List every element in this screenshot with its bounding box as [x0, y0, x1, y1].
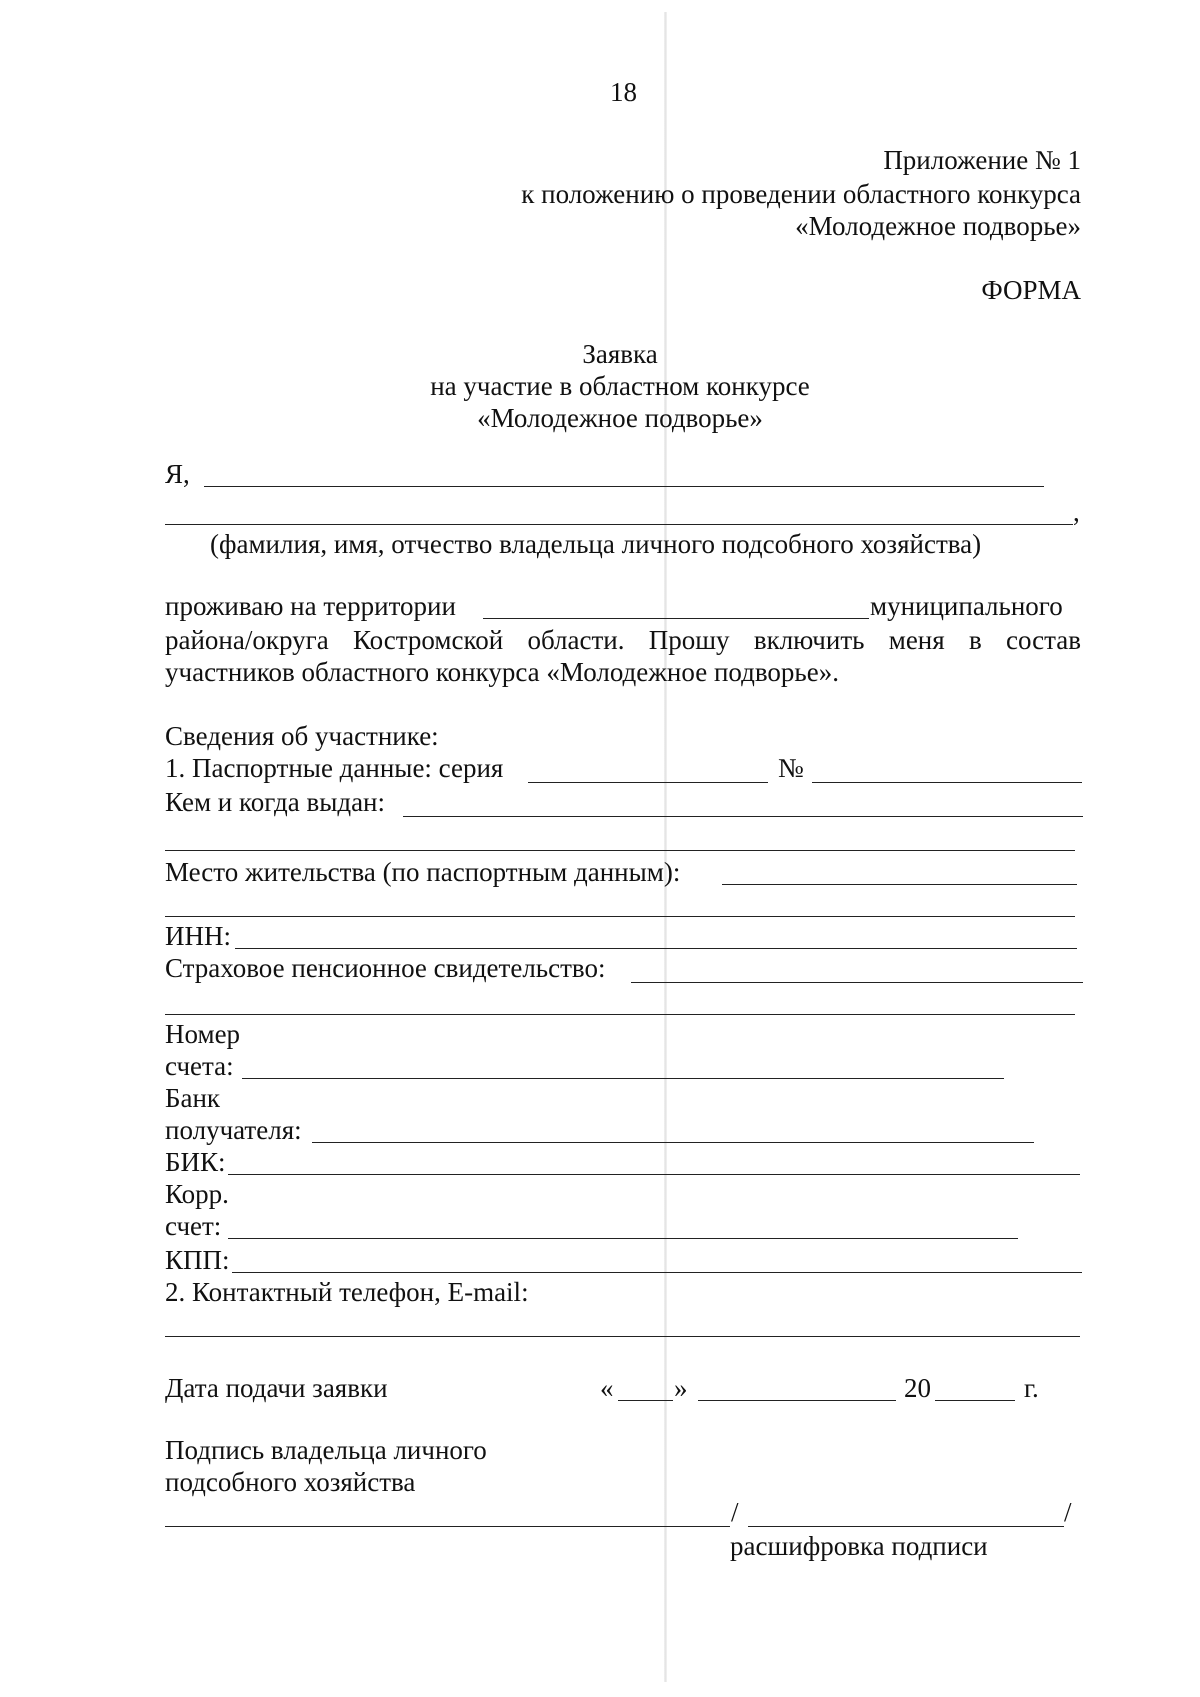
passport-number-field[interactable] [812, 782, 1082, 783]
bank-label: Банк [165, 1083, 221, 1113]
document-subtitle: на участие в областном конкурсе [430, 371, 810, 401]
kpp-field[interactable] [232, 1272, 1082, 1273]
corr-account-field[interactable] [228, 1238, 1018, 1239]
kpp-label: КПП: [165, 1245, 230, 1275]
date-century: 20 [904, 1373, 931, 1403]
contact-field[interactable] [165, 1336, 1080, 1337]
signature-decode-field[interactable] [748, 1526, 1064, 1527]
snils-field[interactable] [631, 982, 1083, 983]
address-field[interactable] [722, 884, 1077, 885]
applicant-comma: , [1073, 497, 1080, 527]
account-field[interactable] [242, 1078, 1004, 1079]
date-label: Дата подачи заявки [165, 1373, 388, 1403]
date-day-field[interactable] [618, 1400, 673, 1401]
date-year-suffix: г. [1024, 1373, 1039, 1403]
scan-fold-line [664, 12, 667, 1682]
residence-text-3: района/округа Костромской области. Прошу включить меня в состав [165, 625, 1081, 655]
date-month-field[interactable] [698, 1400, 896, 1401]
date-open-quote: « [600, 1373, 614, 1403]
address-label: Место жительства (по паспортным данным): [165, 857, 681, 887]
bank-field[interactable] [312, 1142, 1034, 1143]
bik-field[interactable] [228, 1174, 1080, 1175]
appendix-contest-name: «Молодежное подворье» [795, 211, 1081, 241]
bank-label-2: получателя: [165, 1115, 302, 1145]
signature-field[interactable] [165, 1526, 730, 1527]
residence-text-1: проживаю на территории [165, 591, 456, 621]
inn-field[interactable] [235, 948, 1077, 949]
date-close-quote: » [674, 1373, 688, 1403]
issued-by-field[interactable] [403, 816, 1083, 817]
applicant-name-field-2[interactable] [165, 524, 1073, 525]
document-contest-name: «Молодежное подворье» [477, 403, 763, 433]
contact-label: 2. Контактный телефон, E-mail: [165, 1277, 529, 1307]
signature-decode-caption: расшифровка подписи [730, 1531, 988, 1561]
details-heading: Сведения об участнике: [165, 721, 439, 751]
passport-label: 1. Паспортные данные: серия [165, 753, 504, 783]
snils-field-2[interactable] [165, 1014, 1075, 1015]
applicant-name-field[interactable] [204, 486, 1044, 487]
inn-label: ИНН: [165, 921, 231, 951]
appendix-regulation: к положению о проведении областного конкурса [521, 179, 1081, 209]
signature-slash-end: / [1064, 1497, 1072, 1527]
passport-series-field[interactable] [528, 782, 768, 783]
address-field-2[interactable] [165, 916, 1075, 917]
appendix-label: Приложение № 1 [883, 145, 1081, 175]
signature-label: Подпись владельца личного [165, 1435, 487, 1465]
residence-text-2: муниципального [870, 591, 1063, 621]
page-number: 18 [610, 77, 637, 107]
signature-label-2: подсобного хозяйства [165, 1467, 416, 1497]
account-label: Номер [165, 1019, 241, 1049]
issued-by-field-2[interactable] [165, 850, 1075, 851]
snils-label: Страховое пенсионное свидетельство: [165, 953, 606, 983]
applicant-prefix: Я, [165, 459, 190, 489]
document-title: Заявка [582, 339, 658, 369]
residence-text-4: участников областного конкурса «Молодежное подворье». [165, 657, 839, 687]
signature-slash: / [731, 1497, 739, 1527]
form-label: ФОРМА [981, 275, 1081, 305]
account-label-2: счета: [165, 1051, 234, 1081]
bik-label: БИК: [165, 1147, 226, 1177]
territory-field[interactable] [483, 618, 869, 619]
corr-account-label: Корр. [165, 1179, 229, 1209]
date-year-field[interactable] [935, 1400, 1015, 1401]
issued-by-label: Кем и когда выдан: [165, 787, 386, 817]
corr-account-label-2: счет: [165, 1211, 222, 1241]
passport-number-sign: № [778, 753, 804, 783]
applicant-caption: (фамилия, имя, отчество владельца личного подсобного хозяйства) [210, 529, 982, 559]
